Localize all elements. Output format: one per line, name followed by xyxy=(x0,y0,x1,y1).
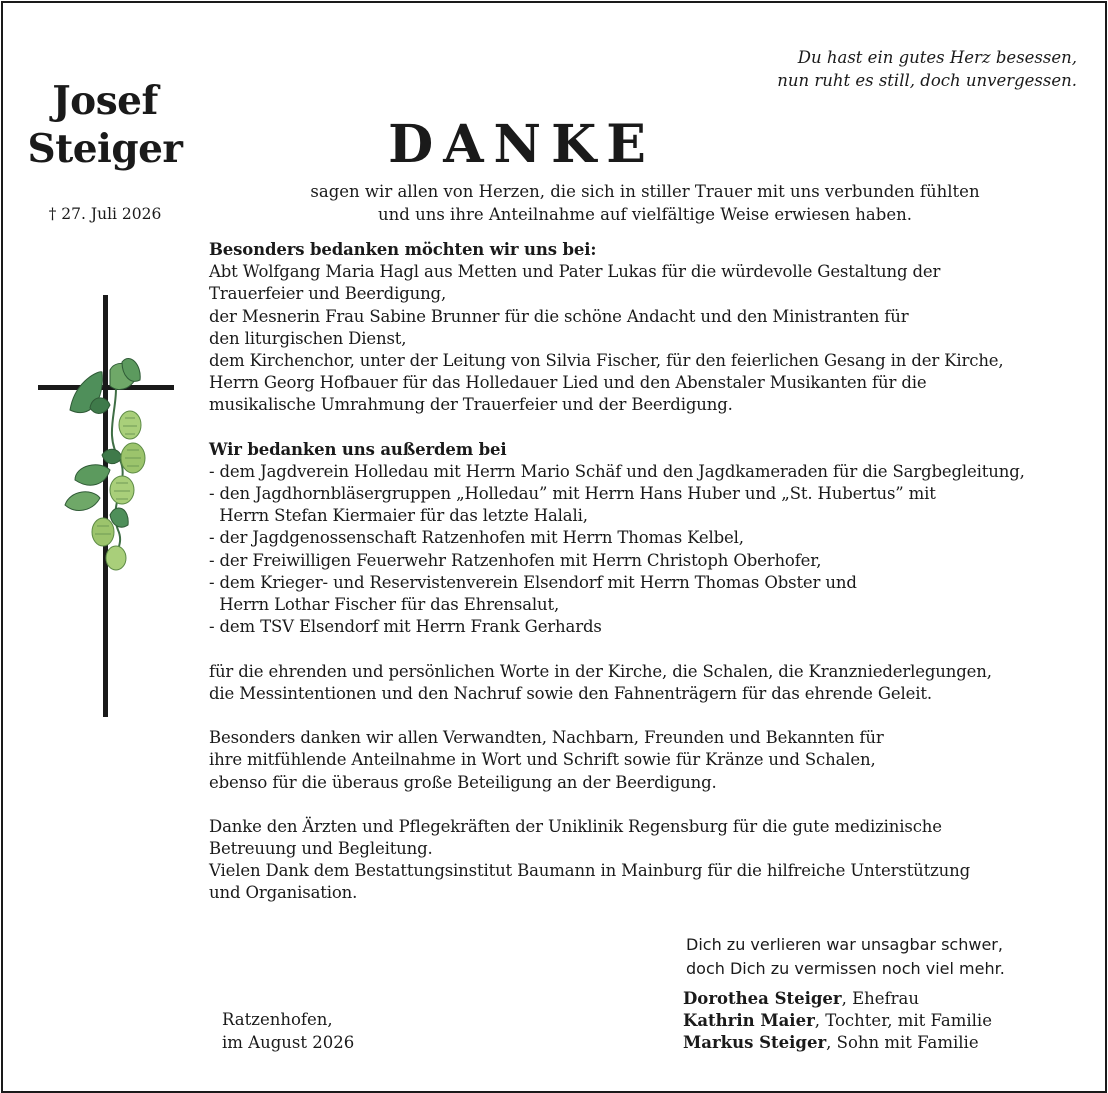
deceased-last-name: Steiger xyxy=(27,126,183,172)
intro-line: und uns ihre Anteilnahme auf vielfältige Weise erwiesen haben. xyxy=(378,204,912,224)
signer-name: Markus Steiger xyxy=(683,1033,827,1053)
intro-line: sagen wir allen von Herzen, die sich in stiller Trauer mit uns verbunden fühlten xyxy=(310,182,980,201)
signer-name: Dorothea Steiger xyxy=(683,989,842,1008)
poem-line: Dich zu verlieren war unsagbar schwer, xyxy=(686,935,1003,954)
list-item: - der Freiwilligen Feuerwehr Ratzenhofen mit Herrn Christoph Oberhofer, xyxy=(209,550,822,570)
body-line: musikalische Umrahmung der Trauerfeier und der Beerdigung. xyxy=(209,395,733,415)
signer xyxy=(683,1010,992,1032)
body-line: ihre mitfühlende Anteilnahme in Wort und Schrift sowie für Kränze und Schalen, xyxy=(209,750,876,770)
section-heading: Besonders bedanken möchten wir uns bei: xyxy=(209,240,597,259)
body-line: Trauerfeier und Beerdigung, xyxy=(209,284,447,304)
poem-line: doch Dich zu vermissen noch viel mehr. xyxy=(686,958,1005,978)
list-item: Herrn Lothar Fischer für das Ehrensalut, xyxy=(209,595,560,614)
place-line: Ratzenhofen, xyxy=(222,1010,333,1029)
signer-relation: , Ehefrau xyxy=(841,989,919,1008)
motto xyxy=(777,46,1077,92)
list-item: - dem Jagdverein Holledau mit Herrn Mario Schäf und den Jagdkameraden für die Sargbegleitung, xyxy=(209,461,1025,481)
place-date xyxy=(222,1008,354,1054)
list-item: - den Jagdhornbläsergruppen „Holledau” mit Herrn Hans Huber und „St. Hubertus” mit xyxy=(209,484,936,504)
body-line: ebenso für die überaus große Beteiligung an der Beerdigung. xyxy=(209,772,717,792)
motto-line: Du hast ein gutes Herz besessen, xyxy=(797,48,1077,67)
closing-poem xyxy=(686,933,1005,980)
body-line: der Mesnerin Frau Sabine Brunner für die schöne Andacht und den Ministranten für xyxy=(209,306,909,326)
cross-with-hops-icon xyxy=(30,290,180,722)
signer xyxy=(683,988,992,1010)
page-title: DANKE xyxy=(388,114,656,175)
signer-relation: , Sohn mit Familie xyxy=(826,1033,979,1053)
signer-relation: , Tochter, mit Familie xyxy=(814,1011,992,1031)
body-line: Vielen Dank dem Bestattungsinstitut Baumann in Mainburg für die hilfreiche Unterstützung xyxy=(209,861,971,881)
body-line: die Messintentionen und den Nachruf sowie den Fahnenträgern für das ehrende Geleit. xyxy=(209,683,932,703)
signer xyxy=(683,1032,992,1054)
intro-text xyxy=(240,181,1050,226)
list-item: - dem TSV Elsendorf mit Herrn Frank Gerhards xyxy=(209,617,602,637)
body-line: dem Kirchenchor, unter der Leitung von Silvia Fischer, für den feierlichen Gesang in der Kirche, xyxy=(209,350,1004,370)
list-item: - dem Krieger- und Reservistenverein Elsendorf mit Herrn Thomas Obster und xyxy=(209,572,857,592)
date-line: im August 2026 xyxy=(222,1033,355,1052)
signer-name: Kathrin Maier xyxy=(683,1011,815,1031)
motto-line: nun ruht es still, doch unvergessen. xyxy=(777,71,1077,90)
deceased-first-name: Josef xyxy=(52,78,158,124)
body-line: Abt Wolfgang Maria Hagl aus Metten und Pater Lukas für die würdevolle Gestaltung der xyxy=(209,262,941,282)
body-line: und Organisation. xyxy=(209,883,358,903)
death-date: † 27. Juli 2026 xyxy=(48,205,162,223)
thanks-body xyxy=(209,239,1099,905)
list-item: - der Jagdgenossenschaft Ratzenhofen mit Herrn Thomas Kelbel, xyxy=(209,528,744,548)
body-line: für die ehrenden und persönlichen Worte in der Kirche, die Schalen, die Kranzniederlegungen, xyxy=(209,661,992,681)
list-item: Herrn Stefan Kiermaier für das letzte Halali, xyxy=(209,506,588,526)
body-line: Besonders danken wir allen Verwandten, Nachbarn, Freunden und Bekannten für xyxy=(209,728,884,748)
body-line: Betreuung und Begleitung. xyxy=(209,839,433,859)
body-line: den liturgischen Dienst, xyxy=(209,328,407,348)
signers xyxy=(683,988,992,1055)
section-heading: Wir bedanken uns außerdem bei xyxy=(209,439,507,459)
body-line: Danke den Ärzten und Pflegekräften der Uniklinik Regensburg für die gute medizinische xyxy=(209,816,942,836)
body-line: Herrn Georg Hofbauer für das Holledauer Lied und den Abenstaler Musikanten für die xyxy=(209,373,927,393)
